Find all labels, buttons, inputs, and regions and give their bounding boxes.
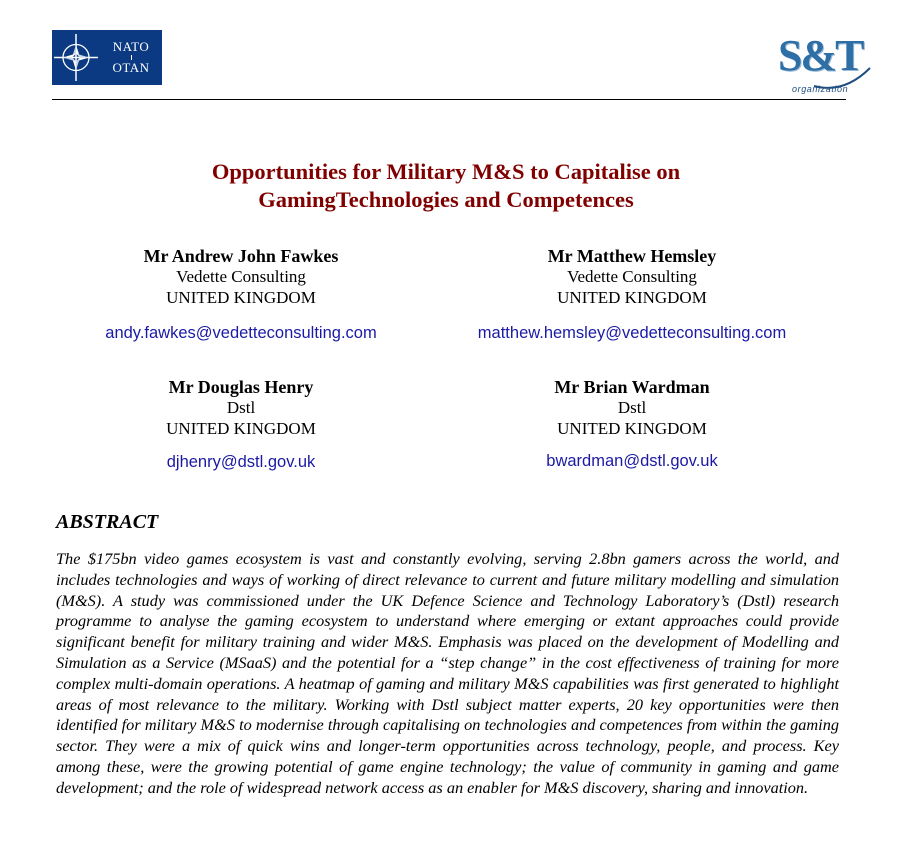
nato-otan-logo bbox=[52, 30, 162, 85]
author-organization: Vedette Consulting bbox=[567, 267, 697, 286]
abstract-text: The $175bn video games ecosystem is vast and constantly evolving, serving 2.8bn gamers across the world, and includes technologies and ways of working of direct relevance to current and future military modelling and simulation (M&S). A study was commissioned under the UK Defence Science and Technology Laboratory’s (Dstl) research programme to analyse the gaming ecosystem to understand where emerging or extant approaches could provide significant benefit for military training and wider M&S. Emphasis was placed on the development of Modelling and Simulation as a Service (MSaaS) and the potential for a “step change” in the cost effectiveness of training for more complex multi-domain operations. A heatmap of gaming and military M&S capabilities was first generated to highlight areas of most relevance to the military. Working with Dstl subject matter experts, 20 key opportunities were then identified for military M&S to modernise through capitalising on technologies and competences from within the gaming sector. They were a mix of quick wins and longer-term opportunities across technology, people, and process. Key among these, were the growing potential of game engine technology; the value of community in gaming and game development; and the role of widespread network access as an enabler for M&S discovery, sharing and innovation. bbox=[56, 549, 839, 797]
author-email-link[interactable]: djhenry@dstl.gov.uk bbox=[166, 453, 316, 471]
otan-label: OTAN bbox=[112, 60, 150, 75]
nato-label: NATO bbox=[112, 39, 150, 54]
author-name: Mr Douglas Henry bbox=[168, 377, 314, 397]
author-name: Mr Brian Wardman bbox=[554, 377, 710, 397]
author-name: Mr Andrew John Fawkes bbox=[143, 246, 339, 266]
abstract-heading: ABSTRACT bbox=[56, 511, 159, 533]
header-rule bbox=[52, 99, 846, 100]
nato-wordmark bbox=[100, 30, 162, 85]
author-organization: Vedette Consulting bbox=[176, 267, 306, 286]
paper-title-line-1: Opportunities for Military M&S to Capitalise on bbox=[211, 159, 681, 184]
paper-title-line-2: GamingTechnologies and Competences bbox=[258, 187, 634, 212]
author-organization: Dstl bbox=[617, 398, 647, 417]
author-name: Mr Matthew Hemsley bbox=[547, 246, 717, 266]
st-organization-logo bbox=[774, 28, 874, 96]
author-country: UNITED KINGDOM bbox=[166, 287, 316, 307]
author-country: UNITED KINGDOM bbox=[557, 287, 707, 307]
author-block bbox=[71, 245, 411, 308]
nato-compass-icon bbox=[52, 30, 100, 85]
author-email-link[interactable]: bwardman@dstl.gov.uk bbox=[546, 452, 718, 470]
paper-title bbox=[0, 158, 892, 214]
author-email-link[interactable]: matthew.hemsley@vedetteconsulting.com bbox=[477, 324, 787, 342]
st-subtitle: organization bbox=[792, 84, 849, 94]
st-mark: S&T bbox=[778, 31, 863, 80]
author-organization: Dstl bbox=[226, 398, 256, 417]
author-email-link[interactable]: andy.fawkes@vedetteconsulting.com bbox=[105, 324, 377, 342]
author-block bbox=[462, 245, 802, 308]
author-block bbox=[71, 376, 411, 439]
author-country: UNITED KINGDOM bbox=[166, 418, 316, 438]
author-block bbox=[462, 376, 802, 439]
author-country: UNITED KINGDOM bbox=[557, 418, 707, 438]
